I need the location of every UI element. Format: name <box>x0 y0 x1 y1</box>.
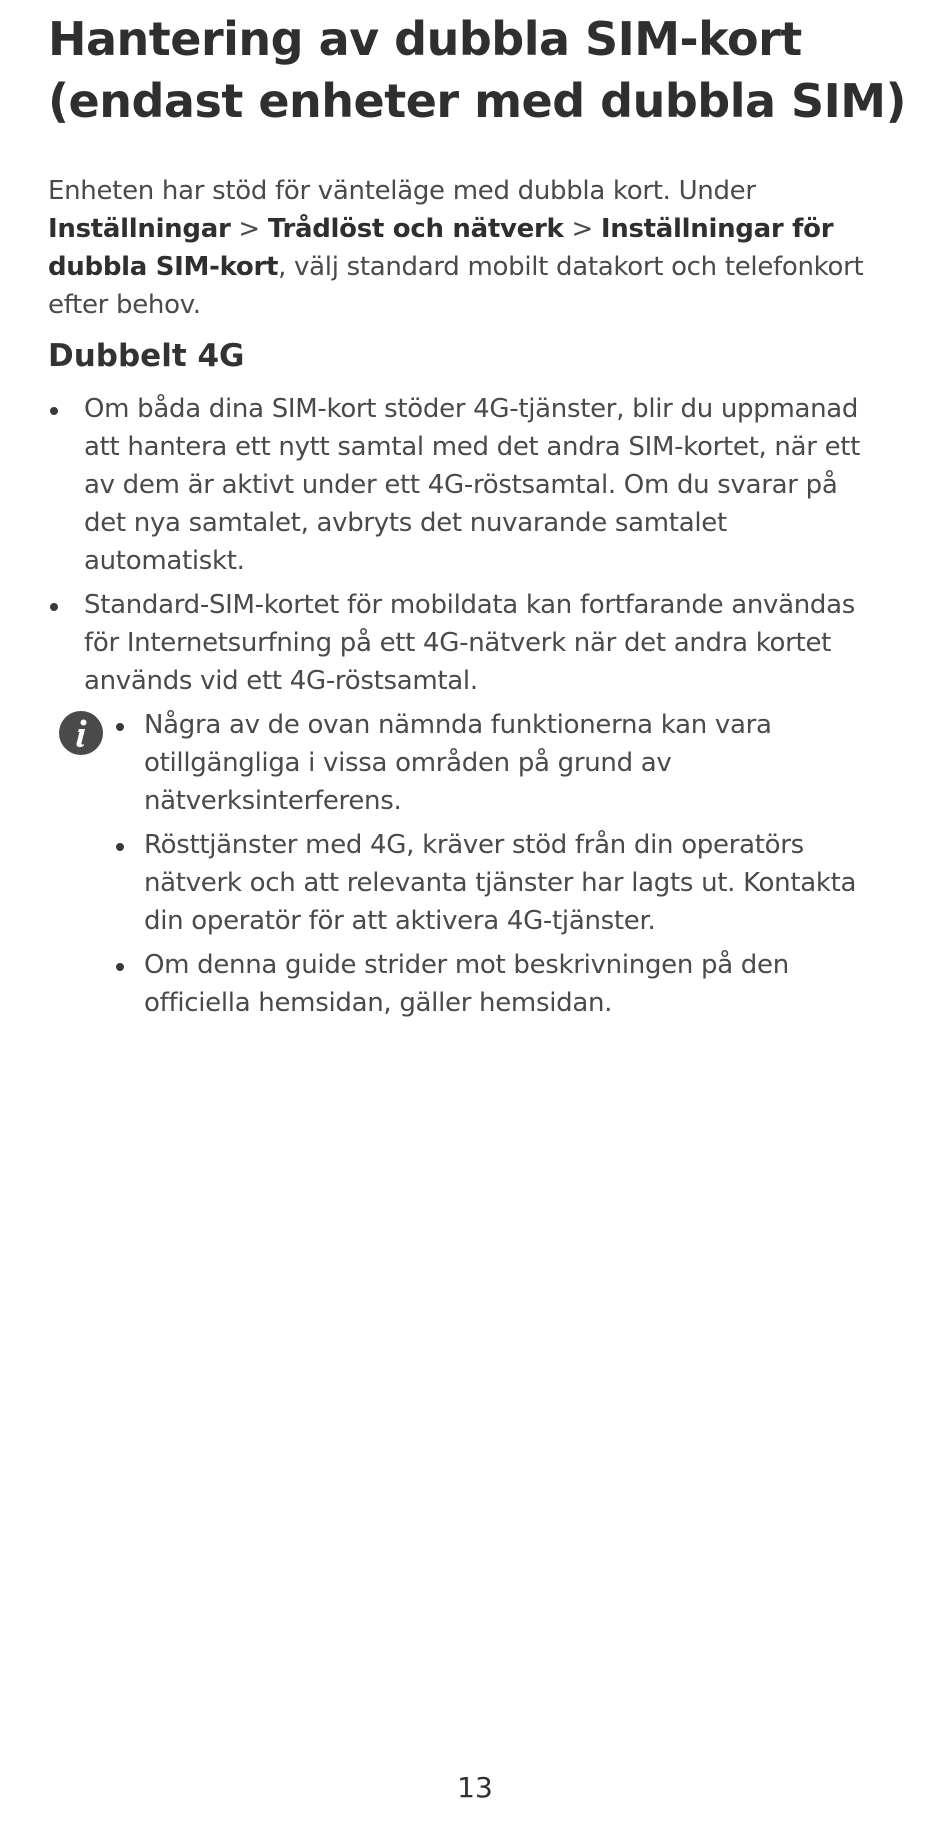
note-item-text: Rösttjänster med 4G, kräver stöd från din operatörs nätverk och att relevanta tjänster har lagts ut. Kontakta din operatör för att aktivera 4G-tjänster. <box>144 830 857 936</box>
info-icon <box>58 710 104 756</box>
bullet-dot <box>116 723 124 731</box>
bullet-dot <box>50 407 58 415</box>
bullet-dot <box>116 843 124 851</box>
list-item <box>48 586 878 700</box>
page-number: 13 <box>457 1771 493 1804</box>
path-separator: > <box>230 214 268 244</box>
list-item-text: Om båda dina SIM-kort stöder 4G-tjänster, blir du uppmanad att hantera ett nytt samtal med det andra SIM-kortet, när ett av dem är aktivt under ett 4G-röstsamtal. Om du svarar på det nya samtalet, avbryts det nuvarande samtalet automatiskt. <box>84 394 861 576</box>
path-separator: > <box>563 214 601 244</box>
intro-paragraph <box>48 172 868 324</box>
note-list <box>116 706 876 1028</box>
bullet-list <box>48 390 878 706</box>
note-item <box>116 946 876 1022</box>
list-item <box>48 390 878 580</box>
section-heading: Dubbelt 4G <box>48 338 245 374</box>
note-item <box>116 826 876 940</box>
note-item-text: Om denna guide strider mot beskrivningen på den officiella hemsidan, gäller hemsidan. <box>144 950 789 1018</box>
page-title: Hantering av dubbla SIM-kort (endast enheter med dubbla SIM) <box>48 12 907 128</box>
note-item-text: Några av de ovan nämnda funktionerna kan vara otillgängliga i vissa områden på grund av nätverksinterferens. <box>144 710 772 816</box>
settings-path-1: Inställningar <box>48 214 231 244</box>
settings-path-3: Inställningar för dubbla SIM-kort <box>48 214 834 282</box>
intro-text-after: , välj standard mobilt datakort och telefonkort efter behov. <box>48 252 864 320</box>
bullet-dot <box>50 603 58 611</box>
note-item <box>116 706 876 820</box>
list-item-text: Standard-SIM-kortet för mobildata kan fortfarande användas för Internetsurfning på ett 4G-nätverk när det andra kortet används vid ett 4G-röstsamtal. <box>84 590 856 696</box>
settings-path-2: Trådlöst och nätverk <box>267 214 564 244</box>
intro-text-before: Enheten har stöd för vänteläge med dubbla kort. Under <box>48 176 756 206</box>
bullet-dot <box>116 963 124 971</box>
